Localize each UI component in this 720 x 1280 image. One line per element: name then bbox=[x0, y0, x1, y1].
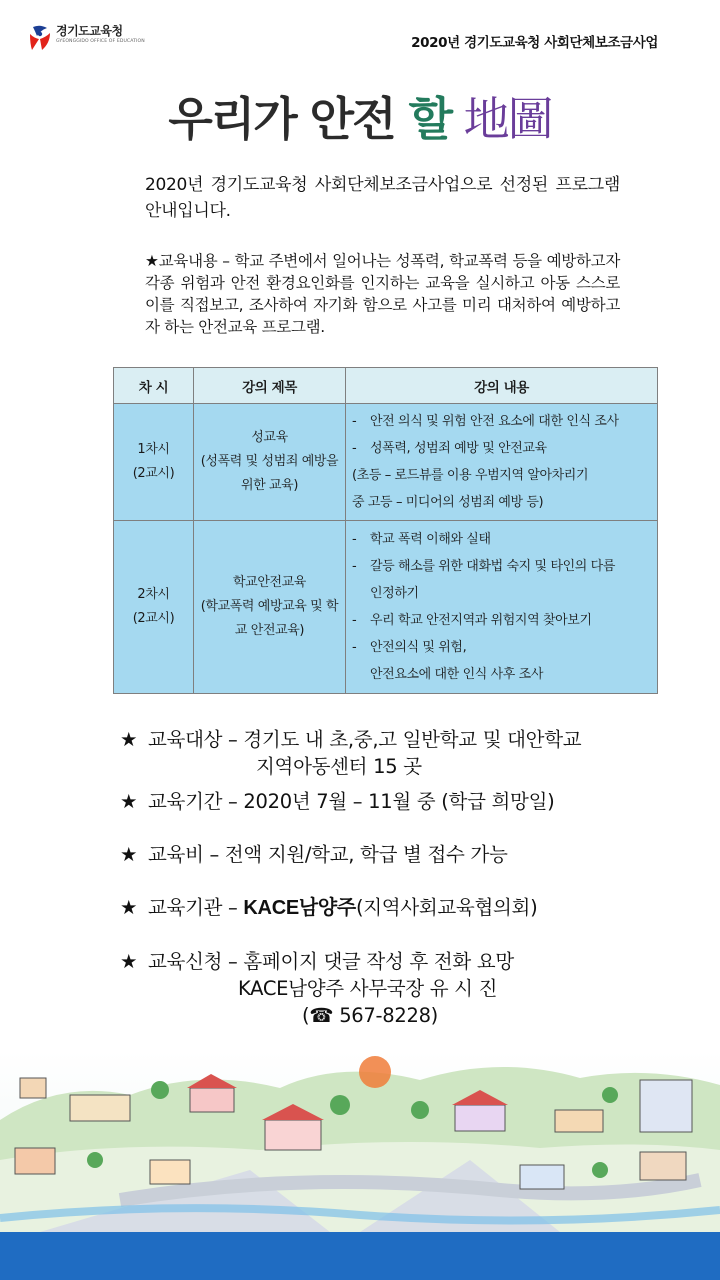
intro-paragraph: 2020년 경기도교육청 사회단체보조금사업으로 선정된 프로그램 안내입니다. bbox=[145, 175, 620, 221]
content-item: 우리 학교 안전지역과 위험지역 찾아보기 bbox=[370, 613, 592, 628]
bottom-bar bbox=[0, 1232, 720, 1280]
info-cost bbox=[120, 841, 680, 868]
gyeonggi-education-logo bbox=[28, 24, 145, 52]
star-icon: ★ bbox=[120, 728, 138, 751]
dash-bullet: - bbox=[352, 532, 357, 547]
lecture-subtitle: (학교폭력 예방교육 및 학교 안전교육) bbox=[200, 599, 339, 638]
lecture-content-cell bbox=[346, 404, 658, 521]
info-apply bbox=[120, 948, 680, 975]
session-hours: (2교시) bbox=[132, 466, 175, 481]
session-number: 2차시 bbox=[137, 587, 170, 602]
info-apply-phone: (☎ 567-8228) bbox=[302, 1004, 438, 1027]
program-info-list bbox=[120, 726, 680, 1029]
content-item: 안전의식 및 위험, bbox=[370, 640, 467, 655]
session-cell bbox=[114, 404, 194, 521]
header-lecture-title: 강의 제목 bbox=[194, 368, 346, 404]
dash-bullet: - bbox=[352, 613, 357, 628]
info-cost-text: 교육비 – 전액 지원/학교, 학급 별 접수 가능 bbox=[148, 843, 508, 866]
session-cell bbox=[114, 521, 194, 694]
logo-english-text: GYEONGGIDO OFFICE OF EDUCATION bbox=[56, 39, 145, 44]
info-target-text: 교육대상 – 경기도 내 초,중,고 일반학교 및 대안학교 bbox=[148, 728, 582, 751]
title-part-green: 할 bbox=[408, 92, 452, 146]
info-target bbox=[120, 726, 680, 753]
content-item: 안전요소에 대한 인식 사후 조사 bbox=[370, 667, 543, 682]
header bbox=[0, 0, 720, 70]
content-item: 중 고등 – 미디어의 성범죄 예방 등) bbox=[352, 495, 544, 510]
info-period-text: 교육기간 – 2020년 7월 – 11월 중 (학급 희망일) bbox=[148, 790, 555, 813]
header-title: 2020년 경기도교육청 사회단체보조금사업 bbox=[411, 35, 658, 51]
lecture-subtitle: (성폭력 및 성범죄 예방을 위한 교육) bbox=[200, 454, 339, 493]
table-row bbox=[114, 404, 658, 521]
schedule-table bbox=[113, 367, 658, 694]
header-session: 차 시 bbox=[114, 368, 194, 404]
logo-mark-icon bbox=[28, 24, 52, 52]
content-item: (초등 – 로드뷰를 이용 우범지역 알아차리기 bbox=[352, 468, 589, 483]
town-map-illustration bbox=[0, 1050, 720, 1232]
info-period bbox=[120, 788, 680, 815]
lecture-title-cell bbox=[194, 521, 346, 694]
dash-bullet: - bbox=[352, 640, 357, 655]
title-part-hanja: 地圖 bbox=[451, 92, 552, 146]
star-icon: ★ bbox=[120, 843, 138, 866]
content-item: 갈등 해소를 위한 대화법 숙지 및 타인의 다름 bbox=[370, 559, 615, 574]
table-header-row bbox=[114, 368, 658, 404]
logo-korean-text: 경기도교육청 bbox=[56, 24, 123, 38]
star-icon: ★ bbox=[120, 896, 138, 919]
lecture-title: 성교육 bbox=[251, 430, 288, 445]
content-item: 성폭력, 성범죄 예방 및 안전교육 bbox=[370, 441, 547, 456]
lecture-content-cell bbox=[346, 521, 658, 694]
star-icon: ★ bbox=[120, 790, 138, 813]
header-lecture-content: 강의 내용 bbox=[346, 368, 658, 404]
info-apply-contact: KACE남양주 사무국장 유 시 진 bbox=[238, 977, 498, 1000]
info-org-label: 교육기관 – bbox=[148, 896, 244, 919]
dash-bullet: - bbox=[352, 414, 357, 429]
session-hours: (2교시) bbox=[132, 611, 175, 626]
dash-bullet: - bbox=[352, 441, 357, 456]
lecture-title-cell bbox=[194, 404, 346, 521]
lecture-title: 학교안전교육 bbox=[233, 575, 306, 590]
title-part-main: 우리가 안전 bbox=[168, 92, 409, 146]
info-organization bbox=[120, 894, 680, 922]
info-target-sub: 지역아동센터 15 곳 bbox=[256, 755, 422, 778]
info-apply-text: 교육신청 – 홈페이지 댓글 작성 후 전화 요망 bbox=[148, 950, 514, 973]
content-item: 인정하기 bbox=[370, 586, 419, 601]
info-org-name: KACE남양주 bbox=[243, 897, 356, 919]
content-item: 학교 폭력 이해와 실태 bbox=[370, 532, 491, 547]
star-icon: ★ bbox=[120, 950, 138, 973]
page-title bbox=[0, 88, 720, 150]
dash-bullet: - bbox=[352, 559, 357, 574]
session-number: 1차시 bbox=[137, 442, 170, 457]
table-row bbox=[114, 521, 658, 694]
education-content-paragraph: ★교육내용 – 학교 주변에서 일어나는 성폭력, 학교폭력 등을 예방하고자 각종 위험과 안전 환경요인화를 인지하는 교육을 실시하고 아동 스스로 이를 직접보고, 조사하여 자기화 함으로 사고를 미리 대처하여 예방하고자 하는 안전교육 프로그램. bbox=[145, 252, 620, 336]
info-org-suffix: (지역사회교육협의회) bbox=[355, 896, 538, 919]
content-item: 안전 의식 및 위험 안전 요소에 대한 인식 조사 bbox=[370, 414, 619, 429]
